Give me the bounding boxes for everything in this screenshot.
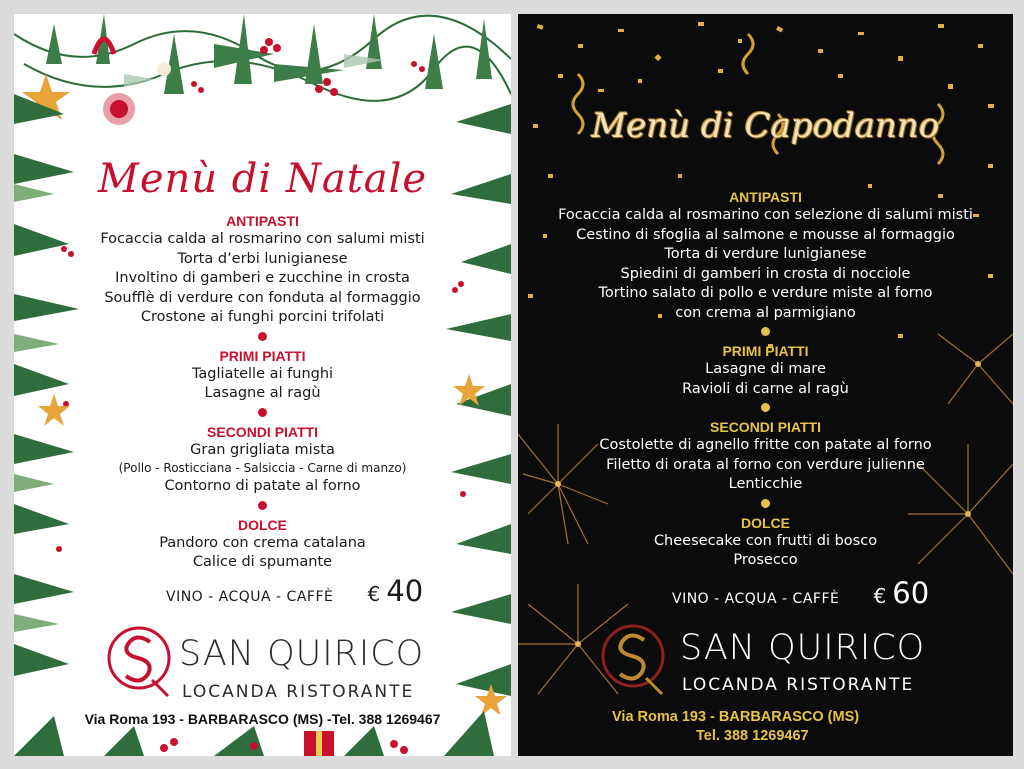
section-heading: ANTIPASTI	[729, 189, 802, 205]
menu-item: Tortino salato di pollo e verdure miste al forno	[598, 285, 933, 301]
menu-item: Soufflè di verdure con fonduta al formaggio	[104, 289, 421, 306]
included-extras: VINO - ACQUA - CAFFÈ	[672, 591, 840, 607]
section-heading: SECONDI PIATTI	[207, 423, 318, 440]
menu-item: Gran grigliata mista	[190, 441, 335, 458]
section-heading: DOLCE	[238, 516, 287, 533]
menu-item: con crema al parmigiano	[675, 304, 856, 321]
section-heading: SECONDI PIATTI	[710, 419, 821, 435]
christmas-price-row	[166, 574, 423, 608]
menu-item: Involtino di gamberi e zucchine in crosta	[115, 270, 410, 286]
brand-name: SAN QUIRICO	[179, 634, 425, 674]
menu-item-note: (Pollo - Rosticciana - Salsiccia - Carne di manzo)	[118, 461, 407, 475]
dolce-section	[518, 514, 1013, 571]
menu-item: Lasagne al ragù	[204, 385, 321, 401]
currency-symbol: €	[367, 582, 381, 606]
menu-item: Pandoro con crema catalana	[159, 534, 366, 551]
menu-item: Ravioli di carne al ragù	[682, 380, 849, 397]
menu-item: Lasagne di mare	[705, 361, 826, 377]
menu-price: 60	[892, 576, 930, 610]
menu-item: Torta d’erbi lunigianese	[177, 250, 348, 267]
section-heading: DOLCE	[741, 514, 790, 531]
menu-item: Crostone ai funghi porcini trifolati	[140, 309, 385, 325]
section-divider-dot	[761, 499, 770, 508]
menu-item: Focaccia calda al rosmarino con salumi misti	[100, 231, 425, 247]
brand-subtitle: LOCANDA RISTORANTE	[182, 682, 415, 702]
section-heading: PRIMI PIATTI	[219, 347, 306, 364]
section-heading: ANTIPASTI	[226, 213, 299, 229]
menu-item: Spiedini di gamberi in crosta di nocciole	[620, 265, 911, 282]
christmas-menu-card	[14, 14, 511, 756]
newyear-menu-card	[518, 14, 1013, 756]
brand-subtitle: LOCANDA RISTORANTE	[682, 675, 915, 695]
section-divider-dot	[761, 327, 770, 336]
menu-item: Cheesecake con frutti di bosco	[653, 532, 878, 549]
primi-piatti-section	[518, 342, 1013, 399]
newyear-menu-title: Menù di Capodanno	[591, 106, 940, 146]
menu-item: Tagliatelle ai funghi	[191, 365, 334, 382]
restaurant-address: Via Roma 193 - BARBARASCO (MS)	[612, 709, 860, 725]
antipasti-section	[518, 188, 1013, 323]
san-quirico-logo-icon	[104, 622, 174, 700]
menu-item: Cestino di sfoglia al salmone e mousse al formaggio	[576, 226, 955, 243]
brand-name: SAN QUIRICO	[680, 628, 926, 668]
menu-item: Lenticchie	[728, 476, 803, 492]
san-quirico-logo-icon	[598, 620, 668, 698]
antipasti-section	[14, 212, 511, 328]
currency-symbol: €	[873, 584, 887, 608]
restaurant-address: Via Roma 193 - BARBARASCO (MS) -Tel. 388 1269467	[84, 711, 441, 727]
section-heading: PRIMI PIATTI	[722, 343, 809, 359]
section-divider-dot	[258, 501, 267, 510]
menu-item: Costolette di agnello fritte con patate al forno	[599, 437, 932, 453]
newyear-price-row	[672, 576, 929, 610]
menu-item: Torta di verdure lunigianese	[664, 246, 867, 262]
secondi-piatti-section	[518, 418, 1013, 495]
christmas-menu-sections	[14, 212, 511, 573]
menu-item: Filetto di orata al forno con verdure julienne	[606, 456, 925, 473]
pine-garland-top-decoration	[14, 14, 511, 144]
secondi-piatti-section	[14, 423, 511, 497]
included-extras: VINO - ACQUA - CAFFÈ	[166, 589, 334, 605]
menu-item: Focaccia calda al rosmarino con selezione di salumi misti	[558, 207, 973, 223]
christmas-menu-title: Menù di Natale	[97, 156, 428, 202]
dolce-section	[14, 516, 511, 573]
menu-price: 40	[386, 574, 424, 608]
menu-item: Calice di spumante	[192, 554, 333, 570]
section-divider-dot	[761, 403, 770, 412]
menu-item: Prosecco	[733, 552, 798, 568]
newyear-menu-sections	[518, 188, 1013, 571]
section-divider-dot	[258, 332, 267, 341]
restaurant-phone: Tel. 388 1269467	[696, 728, 809, 744]
section-divider-dot	[258, 408, 267, 417]
menu-item: Contorno di patate al forno	[164, 478, 361, 494]
primi-piatti-section	[14, 347, 511, 404]
